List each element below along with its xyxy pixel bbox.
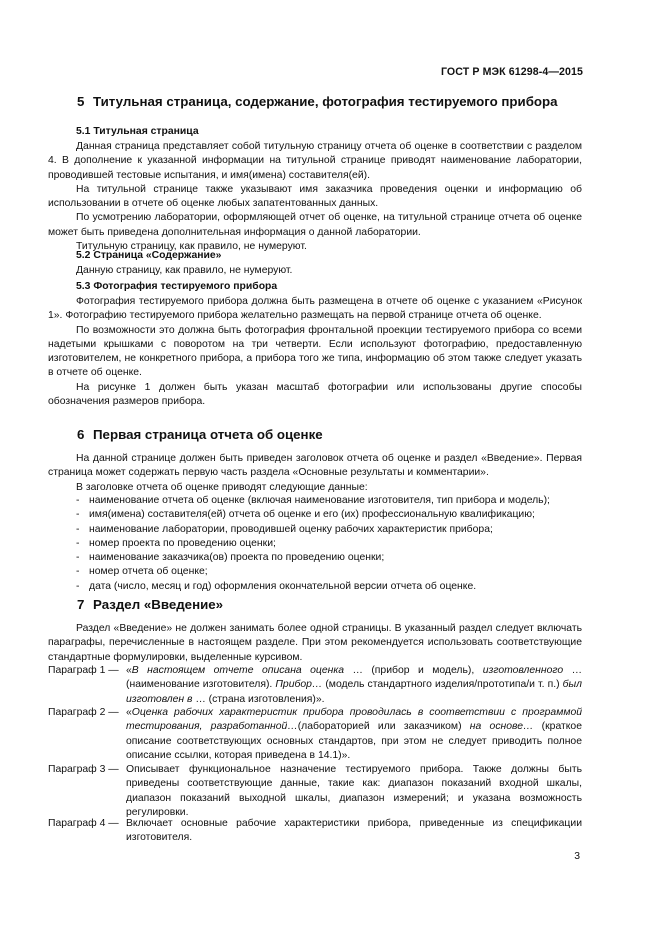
paragraph: На данной странице должен быть приведен заголовок отчета об оценке и раздел «Введение». Первая страница может содержать первую часть раздела «Основные результаты и комментарии». [48,453,582,479]
paragraph: В заголовке отчета об оценке приводят следующие данные: [76,481,368,493]
paragraph: По возможности это должна быть фотография фронтальной проекции тестируемого прибора со всеми надетыми крышками с поворотом на три четверти. Если используют фотографию, предоставленную изготовителем, не конкретного прибора, а прибора того же типа, информацию об этом также следует указать в отчете об оценке. [48,324,582,379]
paragraph: Данную страницу, как правило, не нумеруют. [76,265,293,276]
paragraph: Данная страница представляет собой титульную страницу отчета об оценке в соответствии с разделом 4. В дополнение к указанной информации на титульной странице приводят наименование лаборатории, проводившей тестовые испытания, и имя(имена) составителя(ей). [48,141,582,181]
paragraph: На титульной странице также указывают имя заказчика проведения оценки и информацию об использовании в отчете об оценке любых запатентованных данных. [48,183,582,210]
paragraph: Титульную страницу, как правило, не нумеруют. [76,241,307,253]
paragraph: По усмотрению лаборатории, оформляющей отчет об оценке, на титульной странице отчета об оценке может быть приведена дополнительная информация о данной лаборатории. [48,212,582,238]
section-title: Раздел «Введение» [93,597,224,612]
section-number: 5 [77,94,85,109]
subsection-5-3-body [48,295,582,409]
list-item: - номер проекта по проведению оценки; [76,537,276,549]
paragraph-1-template [48,664,582,707]
paragraph: На рисунке 1 должен быть указан масштаб фотографии или использованы другие способы обозначения размеров прибора. [48,381,582,408]
section-6-heading [77,427,323,442]
subsection-5-2-heading: 5.2 Страница «Содержание» [76,250,222,261]
list-item: - номер отчета об оценке; [76,566,208,578]
paragraph-text: «В настоящем отчете описана оценка … (прибор и модель), изготовленного … (наименование изготовителя). Прибор… (модель стандартного изделия/прототипа/и т. п.) был изготовлен в … (страна изготовления)». [126,665,583,705]
section-number: 7 [77,597,85,612]
list-item: - наименование лаборатории, проводившей оценку рабочих характеристик прибора; [76,523,493,535]
subsection-5-1-body [48,140,582,254]
paragraph-label: Параграф 3 — [48,764,119,775]
paragraph-3-template [48,763,582,820]
subsection-5-3-heading: 5.3 Фотография тестируемого прибора [76,281,278,292]
paragraph-label: Параграф 1 — [48,665,119,676]
header-data-list [76,494,582,594]
section-title: Первая страница отчета об оценке [93,427,323,442]
paragraph-text: «Оценка рабочих характеристик прибора проводилась в соответствии с программой тестирования, разработанной…(лабораторией или заказчиком) на основе… (краткое описание соответствующих основных стандартов, при этом не следует приводить полное описание ссылки, которая приведена в 14.1)». [126,707,582,761]
section-7-intro [48,622,582,665]
page-number: 3 [574,851,580,862]
subsection-5-2-body [48,264,582,278]
paragraph-text: Включает основные рабочие характеристики прибора, приведенные из спецификации изготовителя. [126,818,582,844]
list-item: - наименование заказчика(ов) проекта по проведению оценки; [76,552,385,564]
standard-header: ГОСТ Р МЭК 61298-4—2015 [440,66,583,78]
paragraph: Раздел «Введение» не должен занимать более одной страницы. В указанный раздел следует включать параграфы, перечисленные в настоящем разделе. При этом рекомендуется использовать соответствующие стандартные формулировки, выделенные курсивом. [48,623,582,663]
list-item: - дата (число, месяц и год) оформления окончательной версии отчета об оценке. [76,580,477,592]
list-item: - имя(имена) составителя(ей) отчета об оценке и его (их) профессиональную квалификацию; [76,509,535,521]
section-6-body [48,452,582,495]
subsection-5-1-heading: 5.1 Титульная страница [76,126,199,137]
paragraph-2-template [48,706,582,763]
list-item: - наименование отчета об оценке (включая наименование изготовителя, тип прибора и модель); [76,495,550,506]
section-number: 6 [77,427,85,442]
section-5-heading [77,94,558,109]
paragraph-label: Параграф 2 — [48,707,119,718]
paragraph-4-template [48,817,582,846]
section-7-heading [77,597,223,612]
paragraph-text: Описывает функциональное назначение тестируемого прибора. Также должны быть приведены соответствующие данные, такие как: диапазон показаний входной шкалы, диапазон показаний выходной шкалы, диапазон измерений; и указана возможность регулировки. [126,764,582,818]
paragraph: Фотография тестируемого прибора должна быть размещена в отчете об оценке с указанием «Рисунок 1». Фотографию тестируемого прибора желательно размещать на первой странице отчета об оценке. [48,296,582,322]
paragraph-label: Параграф 4 — [48,818,119,829]
section-title: Титульная страница, содержание, фотография тестируемого прибора [93,94,558,109]
